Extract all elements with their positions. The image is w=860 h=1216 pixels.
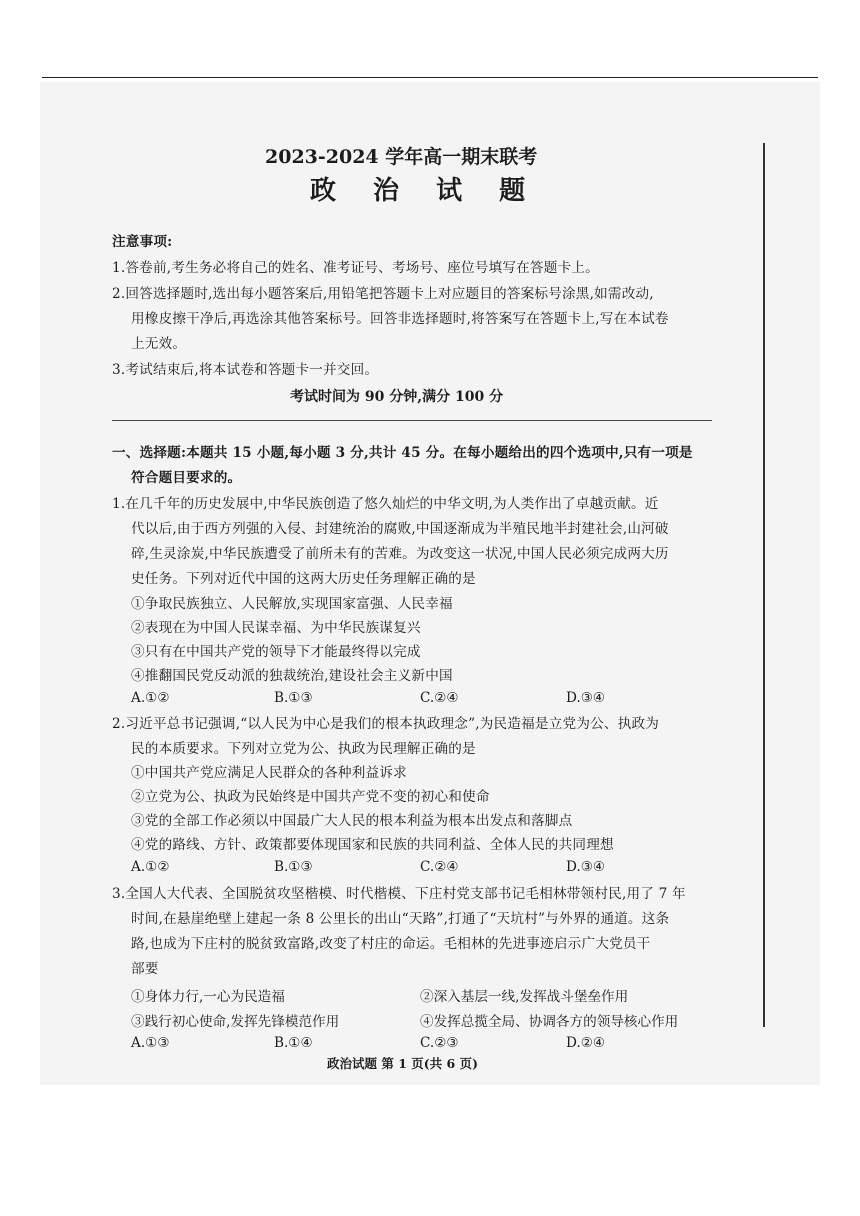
q2-option-d: D.③④: [566, 859, 606, 875]
q3-stem: 部要: [131, 961, 159, 977]
q3-stem: 路,也成为下庄村的脱贫致富路,改变了村庄的命运。毛相林的先进事迹启示广大党员干: [131, 936, 651, 952]
exam-title: 2023-2024 学年高一期末联考: [265, 146, 538, 168]
q1-option-a: A.①②: [131, 690, 170, 706]
q1-statement-3: ③只有在中国共产党的领导下才能最终得以完成: [131, 644, 421, 660]
q1-stem: 史任务。下列对近代中国的这两大历史任务理解正确的是: [131, 571, 476, 587]
notice-item-2: 2.回答选择题时,选出每小题答案后,用铅笔把答题卡上对应题目的答案标号涂黑,如需改动,: [112, 286, 654, 302]
q2-option-a: A.①②: [131, 859, 170, 875]
q1-statement-4: ④推翻国民党反动派的独裁统治,建设社会主义新中国: [131, 668, 453, 684]
q3-statement-3: ③践行初心使命,发挥先锋模范作用: [131, 1014, 340, 1030]
q2-option-c: C.②④: [420, 859, 459, 875]
q1-stem: 1.在几千年的历史发展中,中华民族创造了悠久灿烂的中华文明,为人类作出了卓越贡献。近: [112, 496, 659, 512]
section-divider: [112, 420, 712, 421]
exam-time-info: 考试时间为 90 分钟,满分 100 分: [290, 389, 504, 405]
q1-statement-1: ①争取民族独立、人民解放,实现国家富强、人民幸福: [131, 596, 453, 612]
q2-statement-3: ③党的全部工作必须以中国最广大人民的根本利益为根本出发点和落脚点: [131, 813, 573, 829]
q1-stem: 碎,生灵涂炭,中华民族遭受了前所未有的苦难。为改变这一状况,中国人民必须完成两大历: [131, 546, 669, 562]
q3-stem: 3.全国人大代表、全国脱贫攻坚楷模、时代楷模、下庄村党支部书记毛相林带领村民,用了 7 年: [112, 886, 686, 902]
notice-item-2-cont: 上无效。: [131, 336, 187, 352]
q1-statement-2: ②表现在为中国人民谋幸福、为中华民族谋复兴: [131, 620, 421, 636]
q2-statement-1: ①中国共产党应满足人民群众的各种利益诉求: [131, 765, 407, 781]
q2-statement-4: ④党的路线、方针、政策都要体现国家和民族的共同利益、全体人民的共同理想: [131, 837, 614, 853]
q2-stem: 民的本质要求。下列对立党为公、执政为民理解正确的是: [131, 741, 476, 757]
q3-option-b: B.①④: [274, 1035, 313, 1051]
q2-option-b: B.①③: [274, 859, 313, 875]
q1-option-b: B.①③: [274, 690, 313, 706]
notice-item-1: 1.答卷前,考生务必将自己的姓名、准考证号、考场号、座位号填写在答题卡上。: [112, 260, 599, 276]
q1-option-c: C.②④: [420, 690, 459, 706]
q1-stem: 代以后,由于西方列强的入侵、封建统治的腐败,中国逐渐成为半殖民地半封建社会,山河破: [131, 521, 669, 537]
q3-option-a: A.①③: [131, 1035, 170, 1051]
q2-stem: 2.习近平总书记强调,“以人民为中心是我们的根本执政理念”,为民造福是立党为公、执政为: [112, 716, 660, 732]
notice-heading: 注意事项:: [112, 234, 173, 250]
q3-statement-2: ②深入基层一线,发挥战斗堡垒作用: [420, 989, 629, 1005]
q3-stem: 时间,在悬崖绝壁上建起一条 8 公里长的出山“天路”,打通了“天坑村”与外界的通道。这条: [131, 911, 670, 927]
binding-line: [763, 143, 765, 1027]
section-heading-cont: 符合题目要求的。: [131, 470, 242, 486]
subject-title: 政 治 试 题: [310, 176, 540, 206]
top-rule: [42, 77, 818, 78]
q3-statement-1: ①身体力行,一心为民造福: [131, 989, 285, 1005]
page-footer: 政治试题 第 1 页(共 6 页): [327, 1056, 478, 1071]
q3-option-c: C.②③: [420, 1035, 459, 1051]
q1-option-d: D.③④: [566, 690, 606, 706]
q3-statement-4: ④发挥总揽全局、协调各方的领导核心作用: [420, 1014, 679, 1030]
q3-option-d: D.②④: [566, 1035, 606, 1051]
notice-item-2-cont: 用橡皮擦干净后,再选涂其他答案标号。回答非选择题时,将答案写在答题卡上,写在本试卷: [131, 311, 669, 327]
section-heading: 一、选择题:本题共 15 小题,每小题 3 分,共计 45 分。在每小题给出的四个选项中,只有一项是: [112, 445, 693, 461]
notice-item-3: 3.考试结束后,将本试卷和答题卡一并交回。: [112, 362, 379, 378]
q2-statement-2: ②立党为公、执政为民始终是中国共产党不变的初心和使命: [131, 789, 490, 805]
